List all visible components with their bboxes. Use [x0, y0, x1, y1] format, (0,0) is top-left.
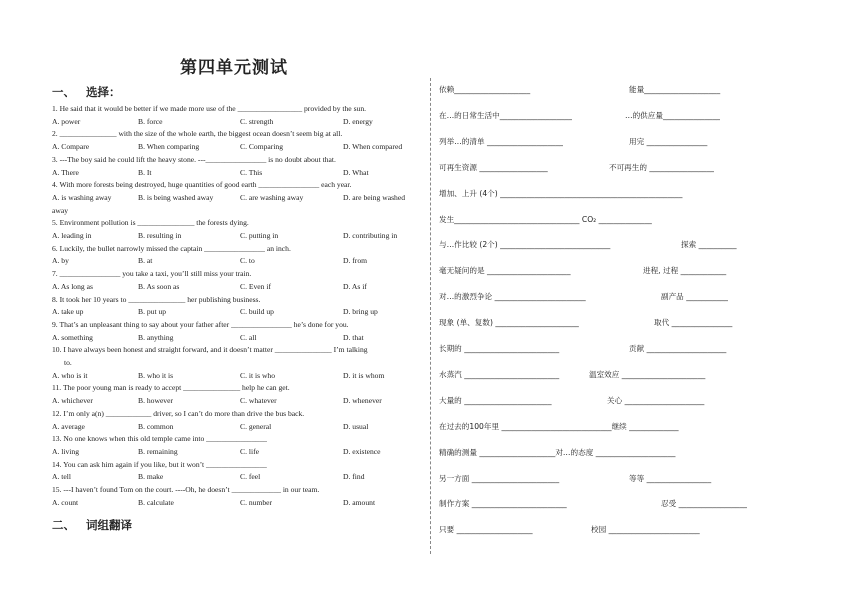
- answer-option-a[interactable]: A. take up: [52, 307, 84, 317]
- answer-option-a[interactable]: A. count: [52, 497, 79, 507]
- answer-option-a[interactable]: A. something: [52, 332, 93, 342]
- phrase-item[interactable]: 探索 __________: [681, 240, 737, 250]
- phrase-item[interactable]: 精确的测量 ____________________对…的态度 _____________________: [439, 447, 676, 457]
- phrase-item[interactable]: 依赖____________________: [439, 85, 531, 94]
- answer-option-c[interactable]: C. feel: [240, 472, 261, 482]
- answer-option-c[interactable]: C. putting in: [240, 231, 279, 240]
- phrase-item[interactable]: 在过去的100年里 _____________________________继续 _____________: [439, 421, 679, 431]
- phrase-row: [439, 473, 839, 485]
- phrase-item[interactable]: 关心 _____________________: [607, 395, 705, 405]
- phrase-item[interactable]: 另一方面 _______________________: [439, 473, 560, 483]
- phrase-item[interactable]: 等等 _________________: [629, 473, 712, 483]
- phrase-row: [439, 395, 839, 407]
- answer-option-b[interactable]: B. who it is: [138, 370, 174, 380]
- section-heading-choice: [52, 84, 121, 100]
- phrase-item[interactable]: 校园 ________________________: [591, 525, 700, 535]
- answer-option-c[interactable]: C. life: [240, 446, 259, 456]
- answer-option-b[interactable]: B. It: [138, 167, 152, 177]
- answer-option-d[interactable]: D. it is whom: [343, 370, 385, 380]
- answer-option-d[interactable]: D. find: [343, 472, 365, 482]
- phrase-row: [439, 265, 839, 277]
- phrase-item[interactable]: 进程, 过程 ____________: [643, 266, 727, 276]
- phrase-row: [439, 84, 839, 96]
- phrase-item[interactable]: 大量的 _______________________: [439, 395, 552, 405]
- phrase-item[interactable]: 贡献 _____________________: [629, 344, 727, 353]
- section-heading-phrase-translation: [52, 517, 132, 533]
- answer-option-b[interactable]: B. is being washed away: [138, 192, 214, 202]
- answer-option-b[interactable]: B. force: [138, 116, 163, 126]
- phrase-row: [439, 447, 839, 459]
- phrase-item[interactable]: 温室效应 ______________________: [589, 369, 706, 379]
- answer-option-b[interactable]: B. When comparing: [138, 142, 200, 152]
- question-text: 3. ---The boy said he could lift the heavy stone. ---________________ is no doubt about that.: [52, 154, 336, 164]
- phrase-item[interactable]: 增加、上升 (4个) ________________________________________________: [439, 188, 683, 198]
- question-text-continued: to.: [64, 358, 72, 367]
- section-label: 词组翻译: [86, 518, 132, 532]
- phrase-row: [439, 524, 839, 536]
- answer-option-b[interactable]: B. at: [138, 256, 153, 266]
- answer-option-a[interactable]: A. living: [52, 446, 80, 456]
- answer-option-d[interactable]: D. that: [343, 332, 364, 342]
- phrase-item[interactable]: 现象 (单、复数) ______________________: [439, 318, 579, 328]
- phrase-item[interactable]: 水蒸汽 _________________________: [439, 369, 560, 379]
- answer-option-b[interactable]: B. put up: [138, 307, 167, 317]
- phrase-item[interactable]: 制作方案 _________________________: [439, 499, 567, 509]
- question-text: 13. No one knows when this old temple came into ________________: [52, 434, 267, 444]
- answer-option-c[interactable]: C. build up: [240, 307, 274, 317]
- answer-option-d[interactable]: D. usual: [343, 421, 369, 431]
- answer-option-a[interactable]: A. There: [52, 167, 79, 177]
- question-text: 10. I have always been honest and straight forward, and it doesn’t matter _______________ I’m talking: [52, 345, 368, 355]
- phrase-item[interactable]: 与…作比较 (2个) _____________________________: [439, 240, 611, 250]
- question-text: 14. You can ask him again if you like, but it won’t ________________: [52, 459, 267, 469]
- phrase-item[interactable]: 发生_________________________________ CO₂ ______________: [439, 214, 652, 224]
- answer-option-a[interactable]: A. tell: [52, 472, 71, 482]
- answer-option-b[interactable]: B. As soon as: [138, 281, 180, 291]
- question-text: 15. ---I haven’t found Tom on the court. ----Oh, he doesn’t _____________ in our team.: [52, 485, 320, 494]
- column-divider: [430, 78, 431, 554]
- page-title: 第四单元测试: [180, 58, 288, 78]
- answer-option-c[interactable]: C. strength: [240, 116, 274, 126]
- answer-option-d[interactable]: D. are being washed: [343, 192, 405, 202]
- question-text: 2. _______________ with the size of the whole earth, the biggest ocean doesn’t seem big at all.: [52, 129, 343, 139]
- phrase-item[interactable]: 只要 ____________________: [439, 525, 533, 535]
- answer-option-a[interactable]: A. leading in: [52, 231, 92, 240]
- answer-option-b[interactable]: B. common: [138, 421, 174, 431]
- question-text: 1. He said that it would be better if we made more use of the _________________ provided by the sun.: [52, 104, 367, 113]
- phrase-row: [439, 239, 839, 251]
- answer-option-d[interactable]: D. amount: [343, 497, 376, 507]
- answer-option-c[interactable]: C. it is who: [240, 370, 276, 380]
- answer-option-c[interactable]: C. are washing away: [240, 192, 304, 202]
- answer-option-c[interactable]: C. number: [240, 497, 273, 507]
- answer-option-b[interactable]: B. resulting in: [138, 231, 182, 240]
- phrase-item[interactable]: 毫无疑问的是 ______________________: [439, 266, 571, 276]
- phrase-item[interactable]: 可再生资源 __________________: [439, 162, 548, 172]
- question-text: 12. I’m only a(n) ____________ driver, so I can’t do more than drive the bus back.: [52, 408, 305, 418]
- answer-option-d[interactable]: D. bring up: [343, 307, 378, 317]
- phrase-row: [439, 421, 839, 433]
- answer-option-c[interactable]: C. whatever: [240, 396, 277, 406]
- section-number: 一、: [52, 85, 75, 99]
- phrase-row: [439, 369, 839, 381]
- section-label: 选择：: [86, 85, 121, 99]
- answer-option-d[interactable]: D. What: [343, 167, 369, 177]
- phrase-item[interactable]: 能量____________________: [629, 85, 721, 94]
- answer-option-d[interactable]: D. When compared: [343, 142, 403, 152]
- phrase-row: [439, 188, 839, 200]
- answer-option-c[interactable]: C. Comparing: [240, 142, 284, 152]
- answer-option-d[interactable]: D. energy: [343, 116, 373, 126]
- question-text: 5. Environment pollution is _______________ the forests dying.: [52, 218, 249, 228]
- answer-option-b[interactable]: B. make: [138, 472, 164, 482]
- phrase-item[interactable]: 忍受 __________________: [661, 499, 747, 509]
- phrase-row: [439, 214, 839, 226]
- question-text: 11. The poor young man is ready to accept _______________ help he can get.: [52, 383, 290, 393]
- phrase-item[interactable]: 不可再生的 _________________: [609, 162, 714, 172]
- phrase-item[interactable]: 对…的激烈争论 ________________________: [439, 292, 586, 302]
- phrase-item[interactable]: 在…的日常生活中___________________: [439, 110, 572, 120]
- answer-option-a[interactable]: A. is washing away: [52, 192, 112, 202]
- phrase-item[interactable]: 列举…的清单 ____________________: [439, 136, 563, 146]
- question-text: 7. ________________ you take a taxi, you’ll still miss your train.: [52, 269, 252, 279]
- question-text: 6. Luckily, the bullet narrowly missed the captain ________________ an inch.: [52, 243, 291, 253]
- question-text: 4. With more forests being destroyed, huge quantities of good earth ________________ each year.: [52, 180, 352, 190]
- answer-option-a[interactable]: A. As long as: [52, 281, 93, 291]
- answer-option-c[interactable]: C. to: [240, 256, 255, 266]
- answer-option-d[interactable]: D. contributing in: [343, 231, 398, 240]
- answer-option-a[interactable]: A. by: [52, 256, 69, 266]
- answer-option-a[interactable]: A. Compare: [52, 142, 90, 152]
- answer-option-c[interactable]: C. This: [240, 167, 263, 177]
- answer-option-a[interactable]: A. who is it: [52, 370, 88, 380]
- phrase-row: [439, 110, 839, 122]
- phrase-item[interactable]: 副产品 ___________: [661, 292, 728, 302]
- answer-option-d[interactable]: D. from: [343, 256, 368, 266]
- phrase-row: [439, 291, 839, 303]
- answer-option-d[interactable]: D. existence: [343, 446, 381, 456]
- answer-option-a[interactable]: A. average: [52, 421, 85, 431]
- phrase-item[interactable]: 用完 ________________: [629, 136, 708, 146]
- answer-option-a[interactable]: A. power: [52, 116, 81, 126]
- answer-option-d[interactable]: D. whenever: [343, 396, 382, 406]
- answer-option-a[interactable]: A. whichever: [52, 396, 93, 406]
- section-number: 二、: [52, 518, 75, 532]
- phrase-row: [439, 162, 839, 174]
- phrase-row: [439, 343, 839, 355]
- answer-option-c[interactable]: C. Even if: [240, 281, 272, 291]
- phrase-row: [439, 136, 839, 148]
- answer-option-b[interactable]: B. remaining: [138, 446, 178, 456]
- question-text: 8. It took her 10 years to _______________ her publishing business.: [52, 294, 261, 304]
- answer-option-b[interactable]: B. calculate: [138, 497, 174, 507]
- phrase-row: [439, 498, 839, 510]
- option-continued: away: [52, 205, 69, 215]
- answer-option-b[interactable]: B. anything: [138, 332, 174, 342]
- answer-option-c[interactable]: C. general: [240, 421, 272, 431]
- answer-option-b[interactable]: B. however: [138, 396, 174, 406]
- question-text: 9. That’s an unpleasant thing to say about your father after ________________ he’s done for you.: [52, 319, 349, 329]
- answer-option-c[interactable]: C. all: [240, 332, 257, 342]
- phrase-row: [439, 317, 839, 329]
- phrase-item[interactable]: 长期的 _________________________: [439, 344, 560, 353]
- phrase-item[interactable]: …的供应量_______________: [625, 110, 720, 120]
- answer-option-d[interactable]: D. As if: [343, 281, 367, 291]
- phrase-item[interactable]: 取代 ________________: [654, 318, 733, 328]
